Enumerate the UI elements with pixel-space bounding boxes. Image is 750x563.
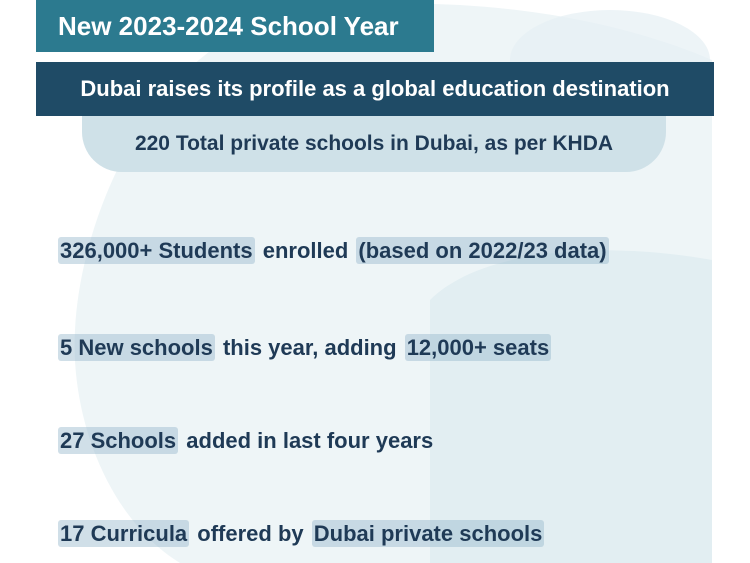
stat-students bbox=[58, 238, 609, 264]
stat-highlight: 12,000+ seats bbox=[406, 335, 550, 360]
stat-highlight: 326,000+ Students bbox=[60, 238, 253, 263]
stat-text: this year, adding bbox=[216, 335, 403, 360]
stat-highlight: (based on 2022/23 data) bbox=[358, 238, 607, 263]
header-title: New 2023-2024 School Year bbox=[36, 0, 434, 52]
header-subtitle: Dubai raises its profile as a global education destination bbox=[36, 62, 714, 116]
total-schools-pill: 220 Total private schools in Dubai, as per KHDA bbox=[82, 116, 666, 172]
stat-text: added in last four years bbox=[180, 428, 434, 453]
stat-schools-added bbox=[58, 428, 435, 454]
stat-curricula bbox=[58, 521, 544, 547]
stat-text: enrolled bbox=[256, 238, 355, 263]
stat-text: offered by bbox=[191, 521, 310, 546]
stat-new-schools bbox=[58, 335, 551, 361]
stat-highlight: Dubai private schools bbox=[313, 521, 543, 546]
stat-highlight: 27 Schools bbox=[60, 428, 177, 453]
stat-highlight: 17 Curricula bbox=[60, 521, 188, 546]
stat-highlight: 5 New schools bbox=[60, 335, 213, 360]
